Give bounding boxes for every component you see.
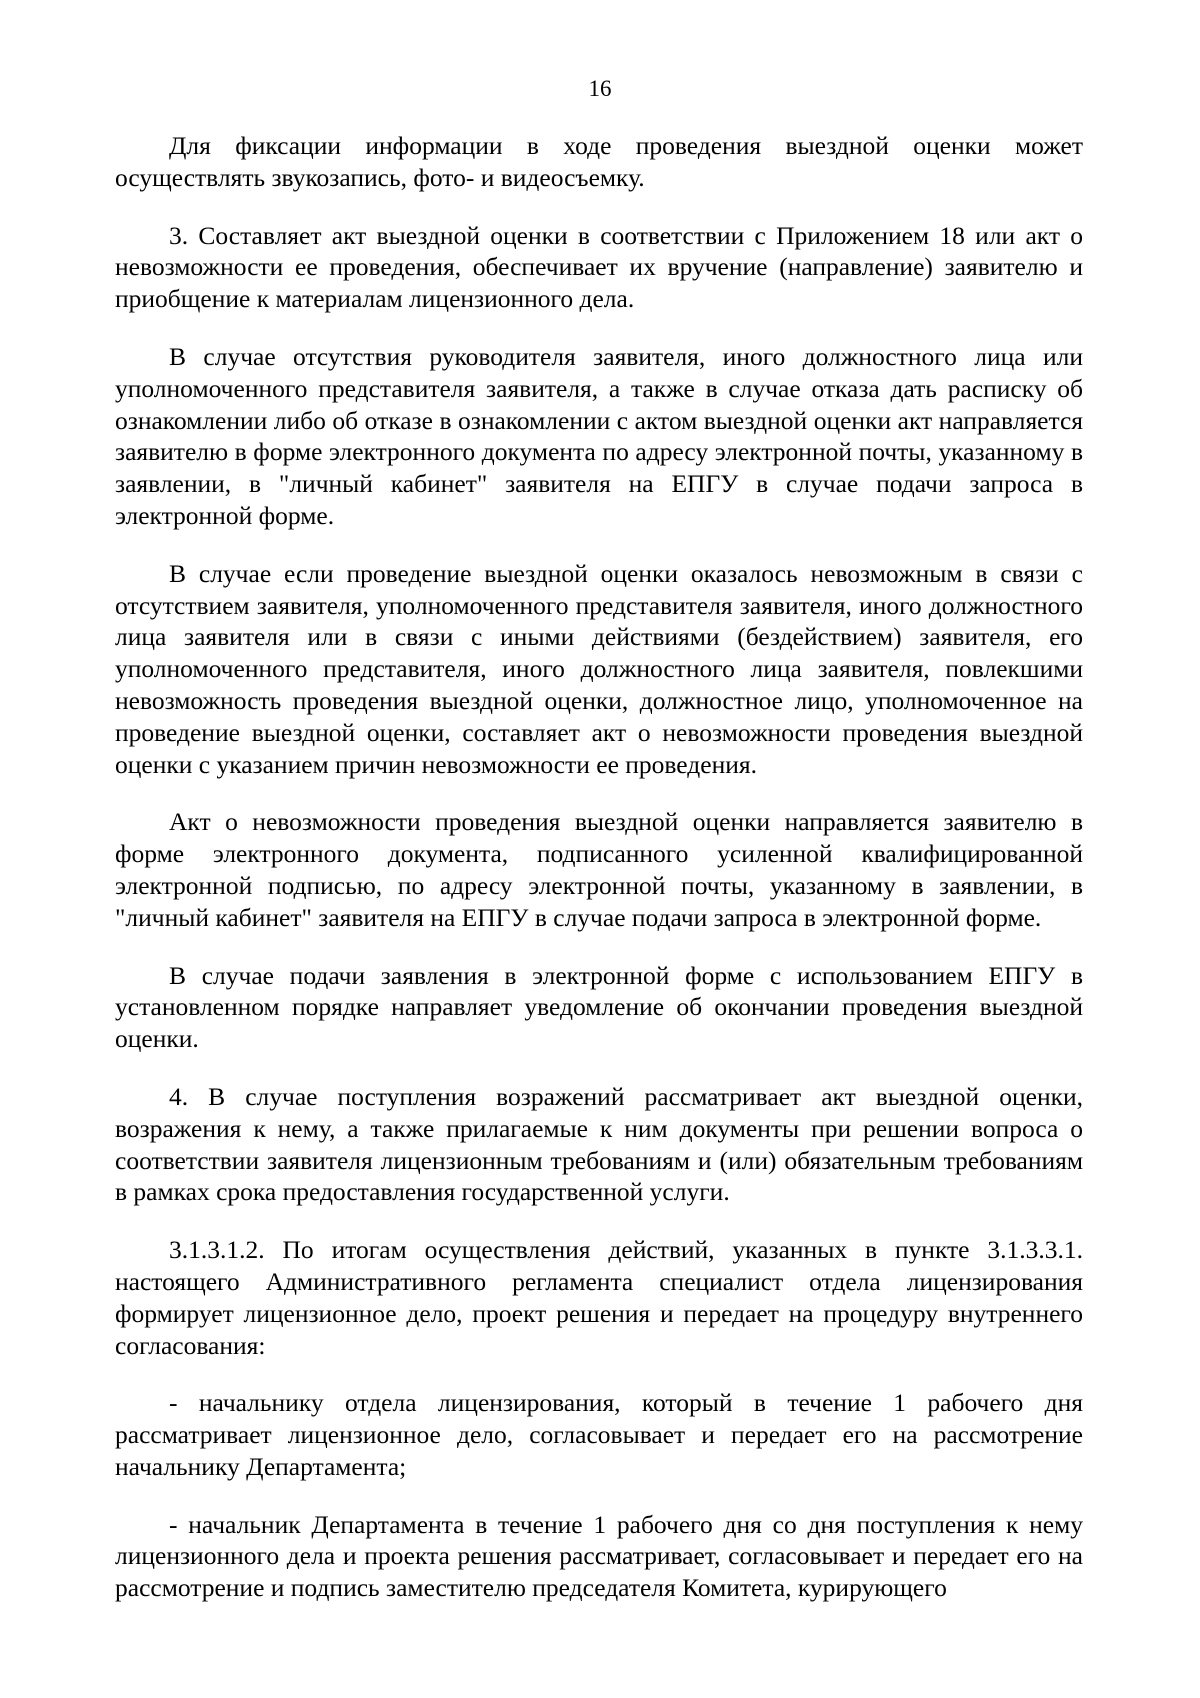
page-number: 16	[588, 76, 612, 101]
paragraph-3-1-3-1-2: 3.1.3.1.2. По итогам осуществления действий, указанных в пункте 3.1.3.3.1. настоящего Административного регламента специалист отдела лицензирования формирует лицензионное дело, проект решения и передает на процедуру внутреннего согласования:	[115, 1235, 1083, 1360]
paragraph-item-3: 3. Составляет акт выездной оценки в соответствии с Приложением 18 или акт о невозможности ее проведения, обеспечивает их вручение (направление) заявителю и приобщение к материалам лицензионного дела.	[115, 220, 1083, 314]
list-item-director: - начальник Департамента в течение 1 рабочего дня со дня поступления к нему лицензионного дела и проекта решения рассматривает, согласовывает и передает его на рассмотрение и подпись заместителю председателя Комитета, курирующего	[115, 1509, 1083, 1603]
paragraph-impossibility-case: В случае если проведение выездной оценки оказалось невозможным в связи с отсутствием заявителя, уполномоченного представителя заявителя, иного должностного лица заявителя или в связи с иными действиями (бездействием) заявителя, его уполномоченного представителя, иного должностного лица заявителя, повлекшими невозможность проведения выездной оценки, должностное лицо, уполномоченное на проведение выездной оценки, составляет акт о невозможности проведения выездной оценки с указанием причин невозможности ее проведения.	[115, 558, 1083, 779]
paragraph-impossibility-act: Акт о невозможности проведения выездной оценки направляется заявителю в форме электронного документа, подписанного усиленной квалифицированной электронной подписью, по адресу электронной почты, указанному в заявлении, в "личный кабинет" заявителя на ЕПГУ в случае подачи запроса в электронной форме.	[115, 807, 1083, 932]
document-body	[115, 130, 1083, 1630]
paragraph-epgu-notice: В случае подачи заявления в электронной форме с использованием ЕПГУ в установленном порядке направляет уведомление об окончании проведения выездной оценки.	[115, 960, 1083, 1054]
list-item-department-head: - начальнику отдела лицензирования, который в течение 1 рабочего дня рассматривает лицензионное дело, согласовывает и передает его на рассмотрение начальнику Департамента;	[115, 1388, 1083, 1481]
paragraph-item-4: 4. В случае поступления возражений рассматривает акт выездной оценки, возражения к нему, а также прилагаемые к ним документы при решении вопроса о соответствии заявителя лицензионным требованиям и (или) обязательным требованиям в рамках срока предоставления государственной услуги.	[115, 1081, 1083, 1207]
paragraph-recording: Для фиксации информации в ходе проведения выездной оценки может осуществлять звукозапись, фото- и видеосъемку.	[115, 131, 1083, 192]
paragraph-absence-case: В случае отсутствия руководителя заявителя, иного должностного лица или уполномоченного представителя заявителя, а также в случае отказа дать расписку об ознакомлении либо об отказе в ознакомлении с актом выездной оценки акт направляется заявителю в форме электронного документа по адресу электронной почты, указанному в заявлении, в "личный кабинет" заявителя на ЕПГУ в случае подачи запроса в электронной форме.	[115, 341, 1083, 530]
